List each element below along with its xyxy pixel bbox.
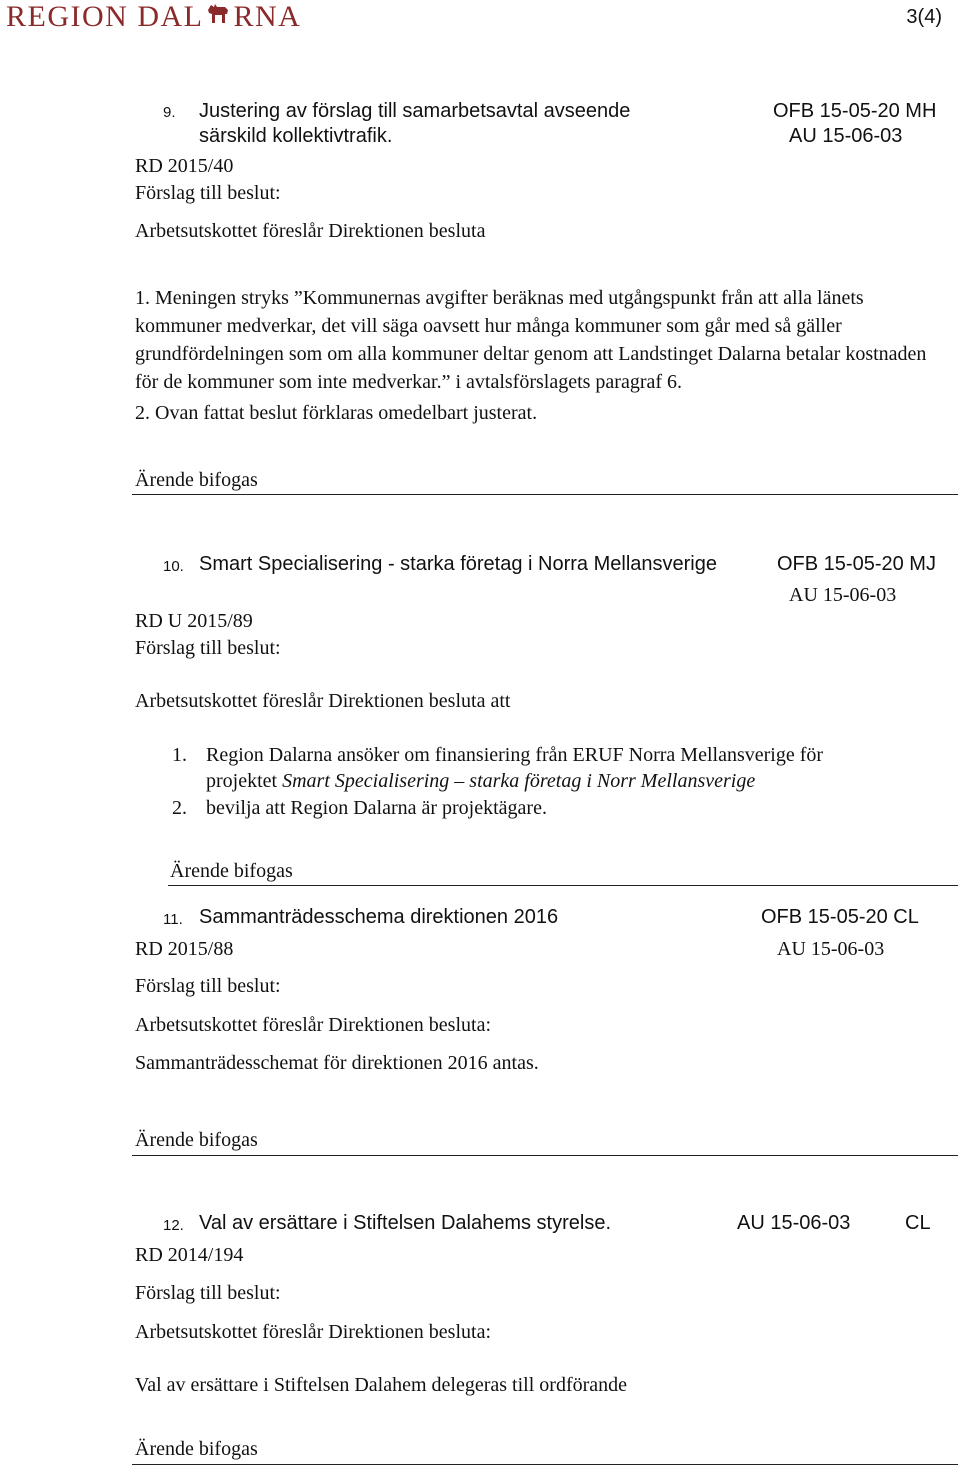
section-divider	[168, 885, 958, 886]
logo-text-right: RNA	[233, 0, 302, 33]
decision-intro: Arbetsutskottet föreslår Direktionen besluta att	[135, 690, 511, 712]
rd-number: RD U 2015/89	[135, 610, 253, 632]
item-title-line1: Justering av förslag till samarbetsavtal avseende	[199, 100, 631, 122]
list-number: 1.	[172, 744, 187, 766]
rd-number: RD 2015/88	[135, 938, 234, 960]
decision-point-2: bevilja att Region Dalarna är projektägare.	[206, 797, 547, 819]
decision-text: Val av ersättare i Stiftelsen Dalahem delegeras till ordförande	[135, 1374, 628, 1396]
au-reference: AU 15-06-03	[789, 584, 897, 606]
attachment-note: Ärende bifogas	[135, 1438, 258, 1460]
item-number: 9.	[163, 104, 176, 121]
section-divider	[132, 494, 958, 495]
au-reference: AU 15-06-03	[737, 1212, 851, 1234]
item-title: Smart Specialisering - starka företag i Norra Mellansverige	[199, 553, 717, 575]
proposal-label: Förslag till beslut:	[135, 975, 281, 997]
item-number: 12.	[163, 1217, 184, 1234]
proposal-label: Förslag till beslut:	[135, 182, 281, 204]
region-dalarna-logo	[6, 0, 301, 34]
list-number: 2.	[172, 797, 187, 819]
project-name: Smart Specialisering – starka företag i Norr Mellansverige	[282, 770, 756, 792]
attachment-note: Ärende bifogas	[135, 1129, 258, 1151]
decision-point-1: 1. Meningen stryks ”Kommunernas avgifter beräknas med utgångspunkt från att alla länets kommuner medverkar, det vill säga oavsett hur många kommuner som går med så gäller grundfördelningen som om alla kommuner deltar genom att Landstinget Dalarna betalar kostnaden för de kommuner som inte medverkar.” i avtalsförslagets paragraf 6.	[135, 287, 927, 393]
ofb-reference: OFB 15-05-20 CL	[761, 906, 919, 928]
page-number: 3(4)	[906, 6, 942, 28]
decision-point-2: 2. Ovan fattat beslut förklaras omedelbart justerat.	[135, 402, 538, 424]
au-reference: AU 15-06-03	[789, 125, 903, 147]
logo-text-left: REGION DAL	[6, 0, 204, 33]
handler-initials: CL	[905, 1212, 931, 1234]
decision-intro: Arbetsutskottet föreslår Direktionen besluta	[135, 220, 486, 242]
decision-intro: Arbetsutskottet föreslår Direktionen besluta:	[135, 1321, 492, 1343]
proposal-label: Förslag till beslut:	[135, 1282, 281, 1304]
item-number: 11.	[163, 911, 183, 928]
au-reference: AU 15-06-03	[777, 938, 885, 960]
section-divider	[132, 1155, 958, 1156]
item-title: Val av ersättare i Stiftelsen Dalahems styrelse.	[199, 1212, 612, 1234]
rd-number: RD 2015/40	[135, 155, 234, 177]
item-title: Sammanträdesschema direktionen 2016	[199, 906, 559, 928]
decision-text: Sammanträdesschemat för direktionen 2016 antas.	[135, 1052, 539, 1074]
proposal-label: Förslag till beslut:	[135, 637, 281, 659]
ofb-reference: OFB 15-05-20 MJ	[777, 553, 936, 575]
rd-number: RD 2014/194	[135, 1244, 244, 1266]
item-number: 10.	[163, 558, 184, 575]
decision-intro: Arbetsutskottet föreslår Direktionen besluta:	[135, 1014, 492, 1036]
ofb-reference: OFB 15-05-20 MH	[773, 100, 937, 122]
decision-point-1-line1: Region Dalarna ansöker om finansiering från ERUF Norra Mellansverige för	[206, 744, 824, 766]
decision-point-1-line2	[206, 770, 755, 793]
dala-horse-icon	[205, 0, 231, 33]
item-title-line2: särskild kollektivtrafik.	[199, 125, 393, 147]
section-divider	[132, 1464, 958, 1465]
project-prefix: projektet	[206, 770, 283, 792]
attachment-note: Ärende bifogas	[135, 469, 258, 491]
attachment-note: Ärende bifogas	[170, 860, 293, 882]
